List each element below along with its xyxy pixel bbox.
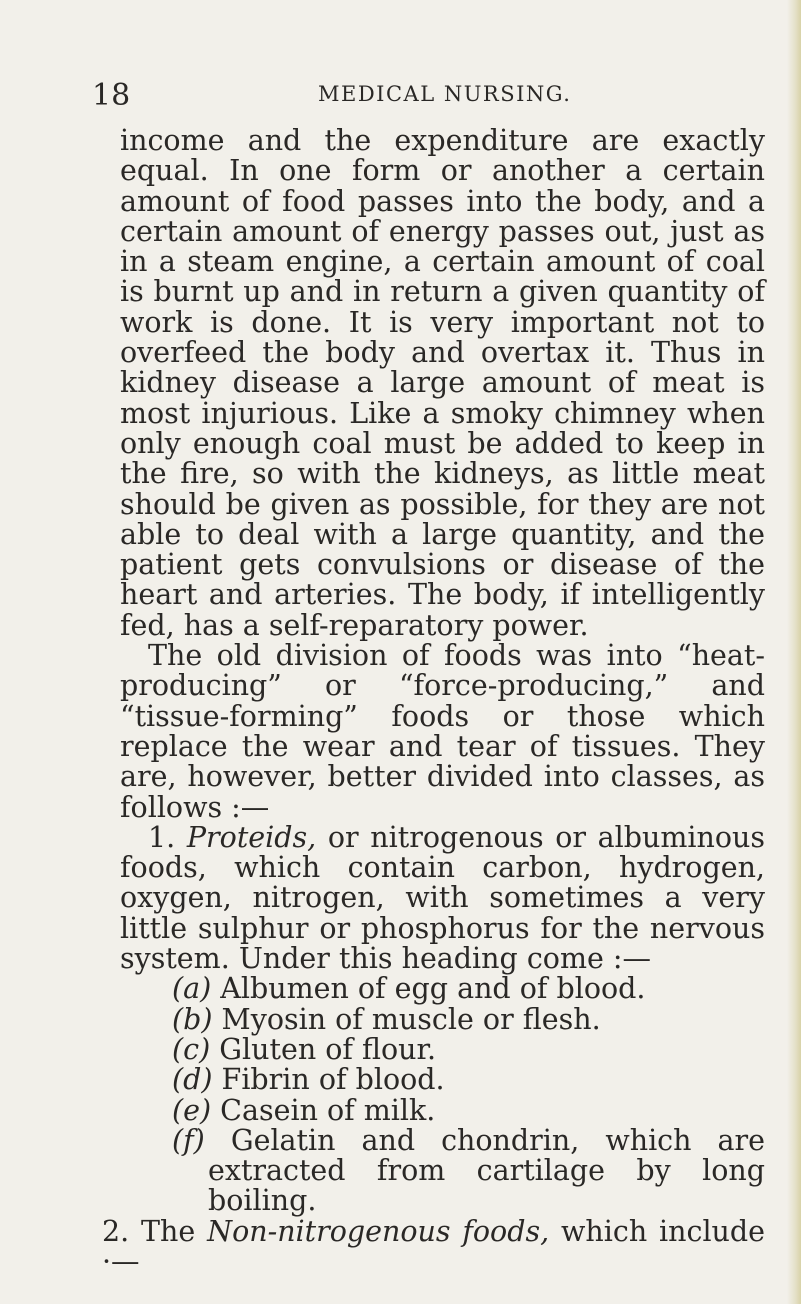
sub-item-text: Casein of milk.: [220, 1093, 436, 1127]
item-term: Proteids,: [186, 820, 317, 854]
item-term: Non-nitrogenous foods,: [207, 1214, 550, 1248]
sub-item-a: [120, 974, 765, 1004]
item-text: or nitrogenous or albuminous foods, which contain carbon, hydrogen, oxygen, nitrogen, with sometimes a very little sulphur or phosphorus for the nervous system. Under this heading come :—: [120, 820, 765, 976]
sub-item-text: Myosin of muscle or flesh.: [221, 1002, 601, 1036]
sub-item-d: [120, 1065, 765, 1095]
item-number: 1.: [148, 820, 176, 854]
sub-item-text: Fibrin of blood.: [221, 1063, 445, 1097]
list-item-proteids: [120, 820, 765, 976]
sub-item-text: Albumen of egg and of blood.: [220, 972, 646, 1006]
sub-item-letter: (e): [172, 1093, 212, 1127]
item-prefix: The: [141, 1214, 196, 1248]
sub-item-letter: (b): [172, 1002, 213, 1036]
page-edge: [787, 0, 801, 1304]
sub-item-c: [120, 1032, 765, 1066]
paragraph-2: The old division of foods was into “heat-producing” or “force-producing,” and “tissue-forming” foods or those which replace the wear and tear of tissues. They are, however, better divided into classes, as follows :—: [120, 639, 765, 824]
list-item-non-nitrogenous: [102, 1214, 766, 1278]
sub-item-text: Gluten of flour.: [219, 1032, 437, 1066]
paragraph-1: income and the expenditure are exactly equal. In one form or another a certain amount of food passes into the body, and a certain amount of energy passes out, just as in a steam engine, a certain amount of coal is burnt up and in return a given quantity of work is done. It is very important not to overfeed the body and overtax it. Thus in kidney disease a large amount of meat is most injurious. Like a smoky chimney when only enough coal must be added to keep in the fire, so with the kidneys, as little meat should be given as possible, for they are not able to deal with a large quantity, and the patient gets convulsions or disease of the heart and arteries. The body, if intelligently fed, has a self-reparatory power.: [120, 124, 765, 642]
page-number: 18: [92, 78, 131, 113]
sub-item-letter: (d): [172, 1063, 213, 1097]
item-text: which include ·—: [102, 1214, 766, 1278]
sub-item-letter: (f): [172, 1123, 205, 1157]
running-head: MEDICAL NURSING.: [318, 82, 572, 106]
item-number: 2.: [102, 1214, 130, 1248]
sub-item-b: [120, 1002, 765, 1036]
body-text: [102, 124, 766, 1278]
sub-item-letter: (c): [172, 1032, 211, 1066]
sub-item-e: [120, 1093, 765, 1127]
sub-item-f: [120, 1123, 765, 1218]
page-header: [0, 78, 801, 118]
sub-item-letter: (a): [172, 972, 212, 1006]
sub-item-text: Gelatin and chondrin, which are extracted from cartilage by long boiling.: [208, 1123, 765, 1218]
